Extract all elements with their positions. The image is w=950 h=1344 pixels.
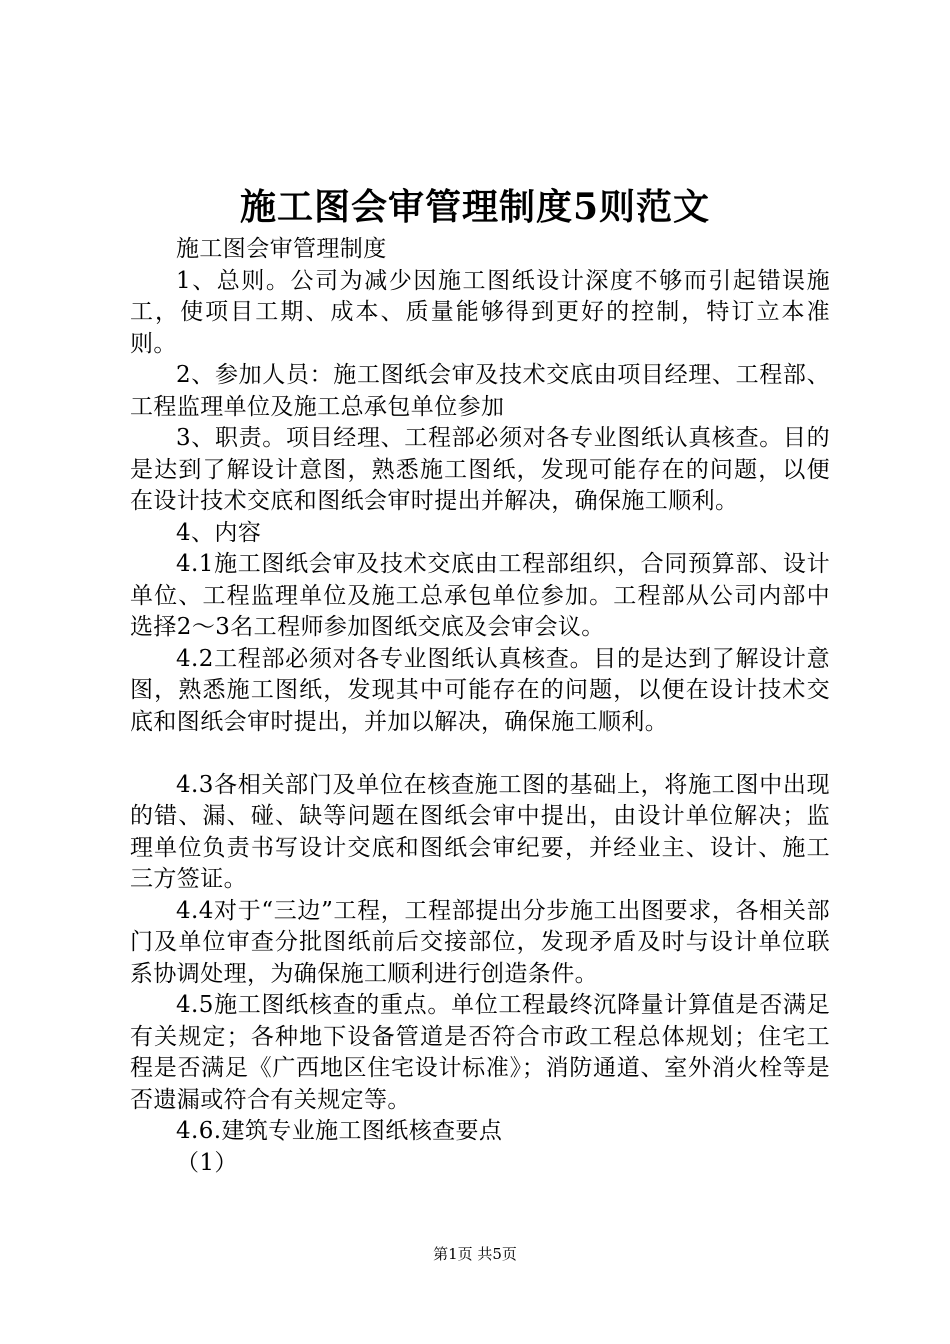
paragraph-participants: 2、参加人员：施工图纸会审及技术交底由项目经理、工程部、工程监理单位及施工总承包单位参加 — [130, 362, 830, 420]
paragraph-duties: 3、职责。项目经理、工程部必须对各专业图纸认真核查。目的是达到了解设计意图，熟悉施工图纸，发现可能存在的问题，以便在设计技术交底和图纸会审时提出并解决，确保施工顺利。 — [130, 425, 830, 514]
paragraph-content-heading: 4、内容 — [176, 519, 262, 546]
paragraph-4-3: 4.3各相关部门及单位在核查施工图的基础上，将施工图中出现的错、漏、碰、缺等问题在图纸会审中提出，由设计单位解决；监理单位负责书写设计交底和图纸会审纪要，并经业主、设计、施工三方签证。 — [130, 771, 830, 892]
paragraph-item-1: （1） — [176, 1149, 238, 1176]
paragraph-gap — [130, 738, 830, 770]
document-title: 施工图会审管理制度5则范文 — [239, 186, 711, 228]
paragraph-general: 1、总则。公司为减少因施工图纸设计深度不够而引起错误施工，使项目工期、成本、质量能够得到更好的控制，特订立本准则。 — [130, 267, 830, 357]
paragraph-4-5: 4.5施工图纸核查的重点。单位工程最终沉降量计算值是否满足有关规定；各种地下设备管道是否符合市政工程总体规划；住宅工程是否满足《广西地区住宅设计标准》；消防通道、室外消火栓等是否遗漏或符合有关规定等。 — [130, 992, 830, 1113]
document-body — [130, 234, 830, 1179]
page-footer: 第1页 共5页 — [433, 1245, 517, 1263]
paragraph-4-2: 4.2工程部必须对各专业图纸认真核查。目的是达到了解设计意图，熟悉施工图纸，发现其中可能存在的问题，以便在设计技术交底和图纸会审时提出，并加以解决，确保施工顺利。 — [130, 645, 830, 735]
paragraph-4-6: 4.6.建筑专业施工图纸核查要点 — [176, 1118, 503, 1144]
section-heading: 施工图会审管理制度 — [176, 236, 387, 262]
paragraph-4-4: 4.4对于“三边”工程，工程部提出分步施工出图要求，各相关部门及单位审查分批图纸前后交接部位，发现矛盾及时与设计单位联系协调处理，为确保施工顺利进行创造条件。 — [130, 897, 830, 987]
paragraph-4-1: 4.1施工图纸会审及技术交底由工程部组织，合同预算部、设计单位、工程监理单位及施工总承包单位参加。工程部从公司内部中选择2～3名工程师参加图纸交底及会审会议。 — [130, 551, 830, 640]
